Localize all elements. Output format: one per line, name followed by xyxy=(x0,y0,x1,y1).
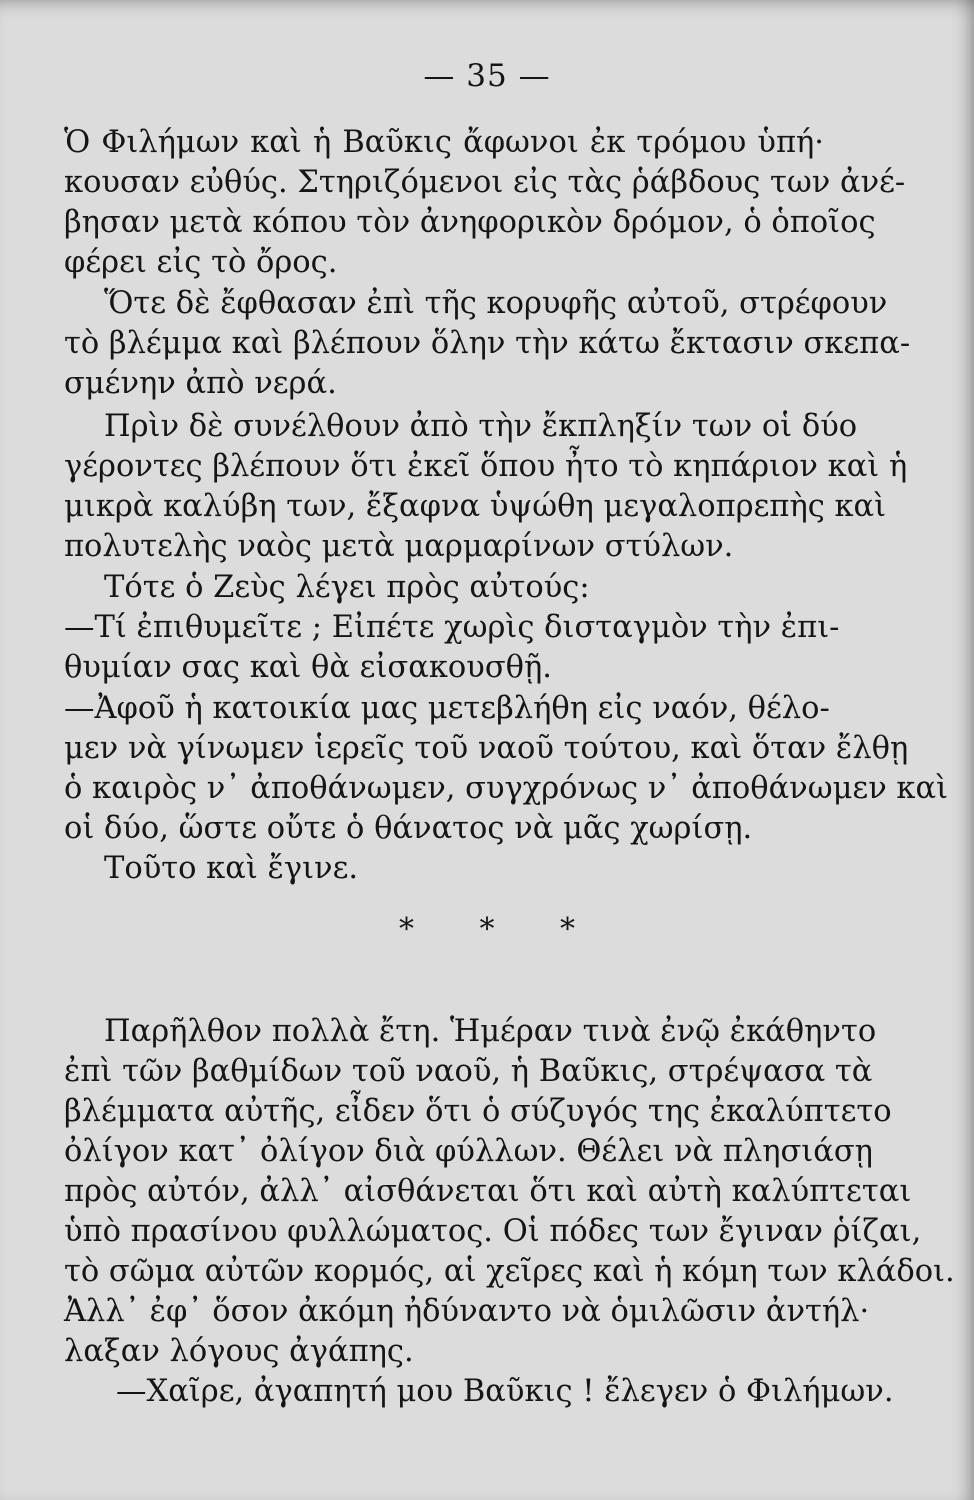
text-line: τὸ σῶμα αὐτῶν κορμός, αἱ χεῖρες καὶ ἡ κόμη των κλάδοι. xyxy=(64,1254,955,1289)
text-line: λαξαν λόγους ἀγάπης. xyxy=(64,1334,414,1369)
text-line: μικρὰ καλύβη των, ἔξαφνα ὑψώθη μεγαλοπρεπὴς καὶ xyxy=(64,489,887,524)
text-line: σμένην ἀπὸ νερά. xyxy=(64,366,337,401)
text-line: —Τί ἐπιθυμεῖτε ; Εἰπέτε χωρὶς δισταγμὸν τὴν ἐπι- xyxy=(64,610,840,645)
text-line: Τότε ὁ Ζεὺς λέγει πρὸς αὐτούς: xyxy=(104,570,590,605)
text-line: οἱ δύο, ὥστε οὔτε ὁ θάνατος νὰ μᾶς χωρίσῃ. xyxy=(64,811,753,846)
text-line: πολυτελὴς ναὸς μετὰ μαρμαρίνων στύλων. xyxy=(64,529,734,564)
text-line: φέρει εἰς τὸ ὄρος. xyxy=(64,245,338,280)
text-line: γέροντες βλέπουν ὅτι ἐκεῖ ὅπου ἦτο τὸ κηπάριον καὶ ἡ xyxy=(64,449,908,484)
text-line: κουσαν εὐθύς. Στηριζόμενοι εἰς τὰς ῥάβδους των ἀνέ- xyxy=(64,165,906,200)
text-line: ἐπὶ τῶν βαθμίδων τοῦ ναοῦ, ἡ Βαῦκις, στρέψασα τὰ xyxy=(64,1054,873,1089)
text-line: Παρῆλθον πολλὰ ἔτη. Ἡμέραν τινὰ ἐνῷ ἐκάθηντο xyxy=(104,1014,877,1049)
text-line: πρὸς αὐτόν, ἀλλ᾽ αἰσθάνεται ὅτι καὶ αὐτὴ καλύπτεται xyxy=(64,1174,912,1209)
section-separator: * * * xyxy=(398,912,604,947)
text-line: —Χαῖρε, ἀγαπητή μου Βαῦκις ! ἔλεγεν ὁ Φιλήμων. xyxy=(116,1374,894,1409)
text-line: θυμίαν σας καὶ θὰ εἰσακουσθῇ. xyxy=(64,650,552,685)
text-line: τὸ βλέμμα καὶ βλέπουν ὅλην τὴν κάτω ἔκτασιν σκεπα- xyxy=(64,326,911,361)
text-line: Ἀλλ᾽ ἐφ᾽ ὅσον ἀκόμη ἠδύναντο νὰ ὁμιλῶσιν ἀντήλ· xyxy=(64,1294,870,1329)
text-line: ὀλίγον κατ᾽ ὀλίγον διὰ φύλλων. Θέλει νὰ πλησιάσῃ xyxy=(64,1134,873,1169)
page-number: — 35 — xyxy=(423,58,551,94)
text-line: —Ἀφοῦ ἡ κατοικία μας μετεβλήθη εἰς ναόν, θέλο- xyxy=(64,691,830,726)
text-line: ὑπὸ πρασίνου φυλλώματος. Οἱ πόδες των ἔγιναν ῥίζαι, xyxy=(64,1214,922,1249)
text-line: Ὅτε δὲ ἔφθασαν ἐπὶ τῆς κορυφῆς αὐτοῦ, στρέφουν xyxy=(104,286,888,321)
text-line: Ὁ Φιλήμων καὶ ἡ Βαῦκις ἄφωνοι ἐκ τρόμου ὑπή· xyxy=(64,125,824,160)
text-line: Πρὶν δὲ συνέλθουν ἀπὸ τὴν ἔκπληξίν των οἱ δύο xyxy=(104,409,858,444)
text-line: βησαν μετὰ κόπου τὸν ἀνηφορικὸν δρόμον, ὁ ὁποῖος xyxy=(64,205,876,240)
text-line: μεν νὰ γίνωμεν ἱερεῖς τοῦ ναοῦ τούτου, καὶ ὅταν ἔλθῃ xyxy=(64,731,909,766)
text-line: Τοῦτο καὶ ἔγινε. xyxy=(104,851,359,886)
text-line: ὁ καιρὸς ν᾽ ἀποθάνωμεν, συγχρόνως ν᾽ ἀποθάνωμεν καὶ xyxy=(64,771,949,806)
text-line: βλέμματα αὐτῆς, εἶδεν ὅτι ὁ σύζυγός της ἐκαλύπτετο xyxy=(64,1094,892,1129)
